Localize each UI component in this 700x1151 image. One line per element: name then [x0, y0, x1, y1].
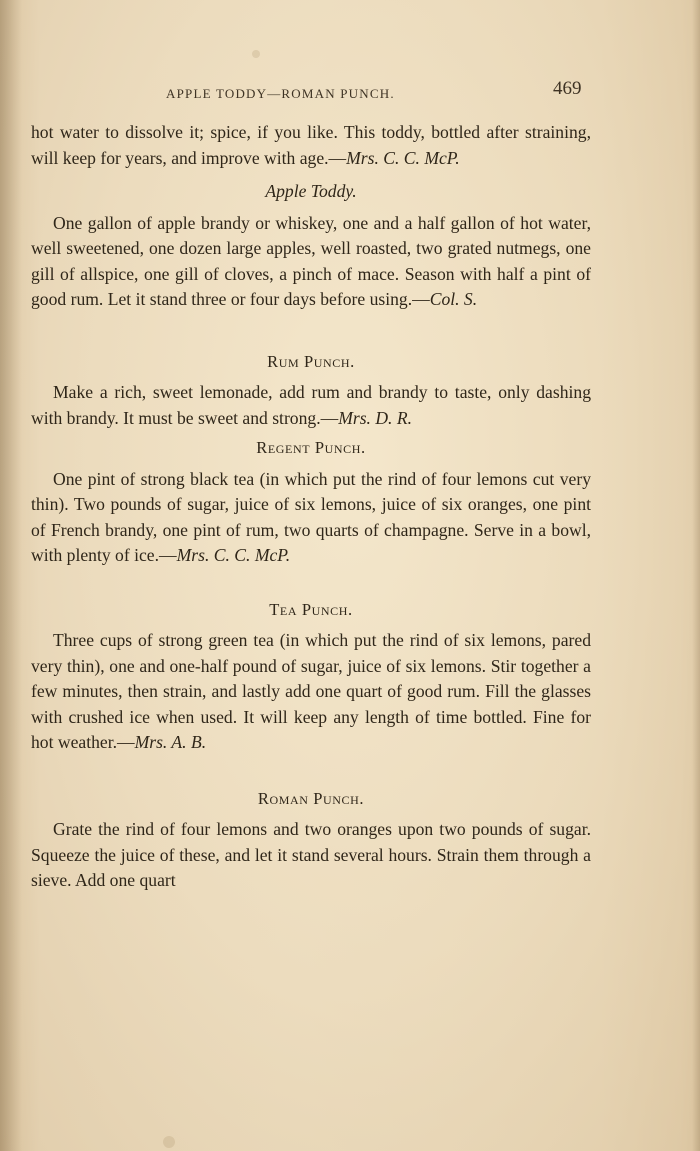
- author-attribution: Col. S.: [429, 289, 478, 309]
- page-edge: [692, 0, 700, 1151]
- gutter-shadow: [0, 0, 22, 1151]
- recipe-title: Regent Punch.: [256, 438, 366, 457]
- recipe-title: Apple Toddy.: [265, 181, 357, 201]
- running-head: APPLE TODDY—ROMAN PUNCH.: [166, 86, 395, 101]
- paragraph-text: One gallon of apple brandy or whiskey, one and a half gallon of hot water, well sweetened, one dozen large apples, well roasted, two grated nutmegs, one gill of allspice, one gill of cloves, a pinch of mace. Season with half a pint of good rum. Let it stand three or four days before using.—: [31, 212, 591, 309]
- page-number: 469: [553, 78, 582, 99]
- paragraph-text: Three cups of strong green tea (in which put the rind of six lemons, pared very thin), one and one-half pound of sugar, juice of six lemons. Stir together a few minutes, then strain, and lastly add one quart of good rum. Fill the glasses with crushed ice when used. It will keep any length of time bottled. Fine for hot weather.—: [31, 630, 591, 752]
- continued-paragraph: [31, 120, 591, 171]
- recipe-paragraph: [31, 467, 591, 569]
- author-attribution: Mrs. D. R.: [338, 407, 412, 428]
- paragraph-text: Grate the rind of four lemons and two oranges upon two pounds of sugar. Squeeze the juice of these, and let it stand several hours. Strain them through a sieve. Add one quart: [31, 819, 591, 890]
- recipe-paragraph: [31, 628, 591, 756]
- recipe-title: Rum Punch.: [267, 351, 355, 371]
- author-attribution: Mrs. C. C. McP.: [346, 147, 460, 168]
- paper-stain: [252, 50, 260, 58]
- paragraph-text: One pint of strong black tea (in which put the rind of four lemons cut very thin). Two pounds of sugar, juice of six lemons, juice of six oranges, one pint of French brandy, one pint of rum, two quarts of champagne. Serve in a bowl, with plenty of ice.—: [31, 468, 591, 565]
- author-attribution: Mrs. A. B.: [134, 732, 207, 752]
- paragraph-text: hot water to dissolve it; spice, if you like. This toddy, bottled after straining, will keep for years, and improve with age.—: [31, 122, 591, 168]
- paragraph-text: Make a rich, sweet lemonade, add rum and brandy to taste, only dashing with brandy. It must be sweet and strong.—: [31, 382, 591, 428]
- page-body: [31, 120, 591, 894]
- recipe-paragraph: [31, 817, 591, 894]
- page-header: [0, 78, 700, 108]
- paper-stain: [163, 1136, 175, 1148]
- recipe-paragraph: [31, 380, 591, 431]
- recipe-title: Tea Punch.: [269, 599, 353, 619]
- recipe-paragraph: [31, 211, 591, 313]
- recipe-title: Roman Punch.: [257, 788, 365, 808]
- author-attribution: Mrs. C. C. McP.: [176, 545, 291, 565]
